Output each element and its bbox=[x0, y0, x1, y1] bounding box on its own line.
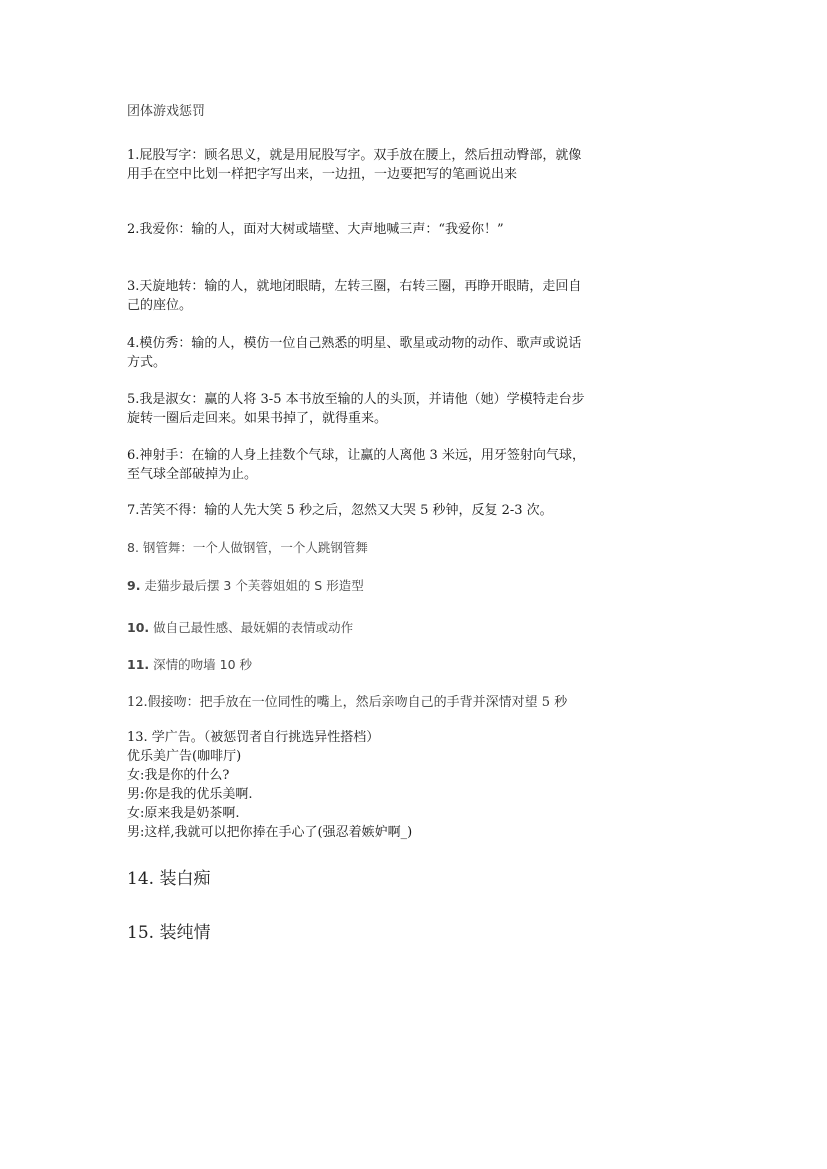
item-5-line-1: 5.我是淑女：赢的人将 3-5 本书放至输的人的头顶，并请他（她）学模特走台步 bbox=[127, 392, 585, 407]
item-13-line-4: 男:你是我的优乐美啊. bbox=[127, 787, 253, 802]
item-3-line-1: 3.天旋地转：输的人，就地闭眼睛，左转三圈，右转三圈，再睁开眼睛，走回自 bbox=[127, 279, 582, 294]
item-10-text: 做自己最性感、最妩媚的表情或动作 bbox=[153, 620, 354, 635]
item-8-text: 钢管舞：一个人做钢管，一个人跳钢管舞 bbox=[142, 540, 368, 555]
item-11-number: 11. bbox=[127, 657, 150, 672]
item-7: 7.苦笑不得：输的人先大笑 5 秒之后，忽然又大哭 5 秒钟，反复 2-3 次。 bbox=[127, 503, 553, 518]
item-10-number: 10. bbox=[127, 620, 150, 635]
item-13-line-2: 优乐美广告(咖啡厅) bbox=[127, 749, 242, 764]
item-12: 12.假接吻：把手放在一位同性的嘴上，然后亲吻自己的手背并深情对望 5 秒 bbox=[127, 695, 568, 710]
item-4-line-2: 方式。 bbox=[127, 355, 167, 370]
item-6-line-1: 6.神射手：在输的人身上挂数个气球，让赢的人离他 3 米远，用牙签射向气球， bbox=[127, 448, 585, 463]
item-6-line-2: 至气球全部破掉为止。 bbox=[127, 467, 258, 482]
item-11 bbox=[127, 654, 252, 675]
item-13-line-3: 女:我是你的什么? bbox=[127, 768, 230, 783]
item-15: 15. 装纯情 bbox=[127, 923, 211, 943]
item-9-number: 9. bbox=[127, 578, 141, 593]
item-8 bbox=[127, 537, 368, 558]
item-13-line-1: 13. 学广告。（被惩罚者自行挑选异性搭档） bbox=[127, 730, 380, 745]
item-13-line-6: 男:这样,我就可以把你捧在手心了(强忍着嫉妒啊_) bbox=[127, 825, 413, 840]
document-title: 团体游戏惩罚 bbox=[127, 104, 206, 119]
item-9 bbox=[127, 575, 364, 596]
item-2: 2.我爱你：输的人，面对大树或墙壁、大声地喊三声：“我爱你！” bbox=[127, 222, 504, 237]
item-13-line-5: 女:原来我是奶茶啊. bbox=[127, 806, 240, 821]
item-14: 14. 装白痴 bbox=[127, 869, 211, 889]
item-4-line-1: 4.模仿秀：输的人，模仿一位自己熟悉的明星、歌星或动物的动作、歌声或说话 bbox=[127, 336, 582, 351]
item-5-line-2: 旋转一圈后走回来。如果书掉了，就得重来。 bbox=[127, 411, 388, 426]
item-9-text: 走猫步最后摆 3 个芙蓉姐姐的 S 形造型 bbox=[144, 578, 364, 593]
item-1-line-1: 1.屁股写字：顾名思义，就是用屁股写字。双手放在腰上，然后扭动臀部，就像 bbox=[127, 148, 582, 163]
item-3-line-2: 己的座位。 bbox=[127, 298, 193, 313]
item-1-line-2: 用手在空中比划一样把字写出来，一边扭，一边要把写的笔画说出来 bbox=[127, 167, 518, 182]
item-10 bbox=[127, 617, 353, 638]
item-8-number: 8. bbox=[127, 540, 139, 555]
item-11-text: 深情的吻墙 10 秒 bbox=[153, 657, 252, 672]
